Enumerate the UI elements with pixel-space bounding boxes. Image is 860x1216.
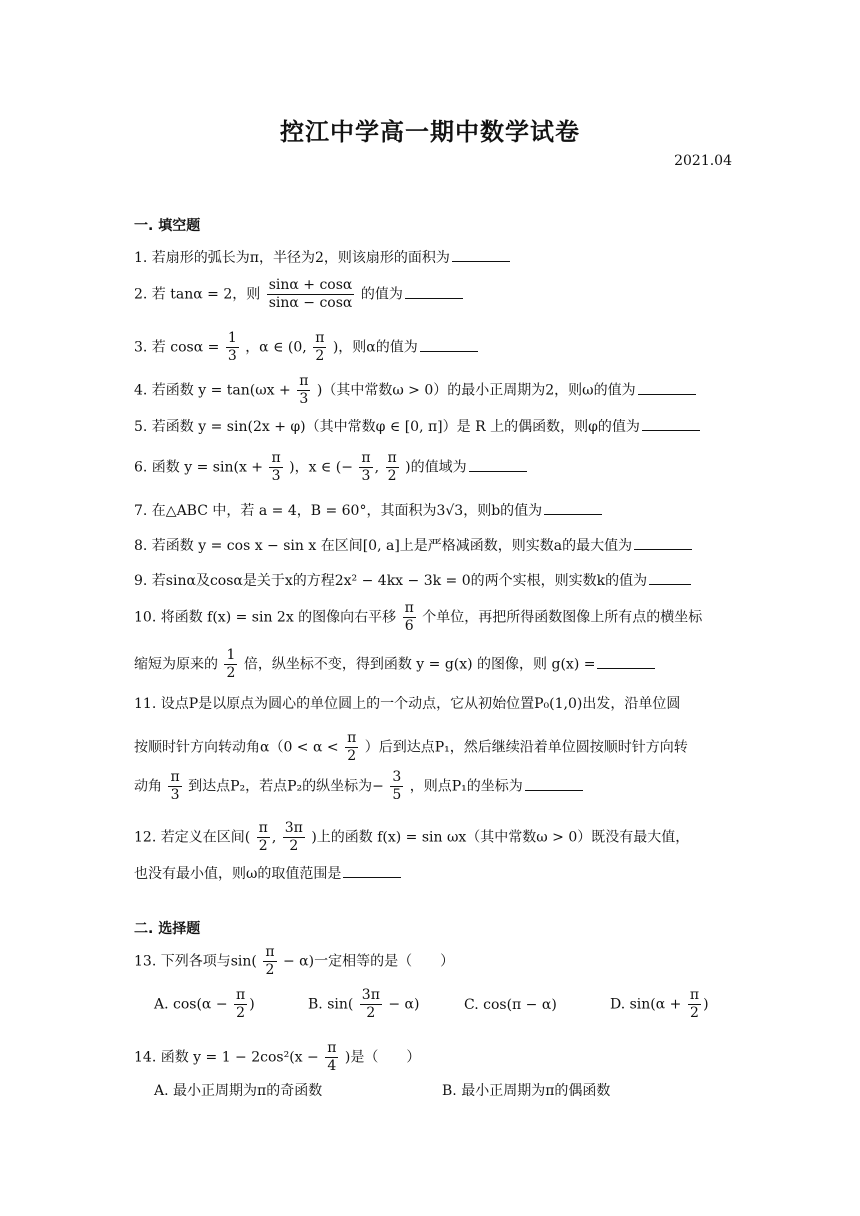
section-multiple-choice: 二. 选择题 [134, 921, 201, 937]
question-1: 1. 若扇形的弧长为π，半径为2，则该扇形的面积为 [134, 247, 510, 268]
answer-blank [420, 337, 478, 352]
answer-blank [642, 416, 700, 431]
fraction: $\frac{\pi}{2}$ [265, 944, 275, 978]
option-b[interactable]: B. 最小正周期为π的偶函数 [442, 1083, 611, 1099]
question-11: 11. 设点P是以原点为圆心的单位圆上的一个动点，它从初始位置P₀(1,0)出发，沿单位圆 [134, 696, 681, 712]
fraction: $\frac{\pi}{3}$ [361, 450, 371, 484]
answer-blank [405, 284, 463, 299]
fraction: $\frac{1}{3}$ [227, 330, 237, 364]
answer-blank [452, 247, 510, 262]
answer-blank [525, 776, 583, 791]
section-fill-in: 一. 填空题 [134, 218, 201, 234]
fraction: $\frac{\pi}{2}$ [315, 330, 325, 364]
question-12: 12. 若定义在区间( $\frac{\pi}{2}$ , $\frac{3\pi}{2}$ )上的函数 f(x) = sin ωx（其中常数ω > 0）既没有最大值， [134, 820, 690, 854]
question-7: 7. 在△ABC 中，若 a = 4，B = 60°，其面积为3√3，则b的值为 [134, 500, 602, 521]
answer-blank [597, 654, 655, 669]
fraction: $\frac{3}{5}$ [392, 769, 402, 803]
fraction: $\frac{\pi}{4}$ [327, 1040, 337, 1074]
option-d[interactable]: D. sin(α + $\frac{\pi}{2}$ ) [610, 987, 709, 1021]
question-3: 3. 若 cosα = $\frac{1}{3}$ ，α ∈ (0, $\frac{\pi}{2}$ )，则α的值为 [134, 330, 478, 365]
question-12-cont: 也没有最小值，则ω的取值范围是 [134, 863, 401, 884]
question-11-line3: 动角 $\frac{\pi}{3}$ 到达点P₂，若点P₂的纵坐标为− $\frac{3}{5}$ ，则点P₁的坐标为 [134, 769, 583, 804]
question-14: 14. 函数 y = 1 − 2cos²(x − $\frac{\pi}{4}$ )是（ ） [134, 1040, 421, 1074]
question-10-cont: 缩短为原来的 $\frac{1}{2}$ 倍，纵坐标不变，得到函数 y = g(x) 的图像，则 g(x) = [134, 647, 655, 682]
fraction: $\frac{\pi}{3}$ [271, 450, 281, 484]
option-a[interactable]: A. 最小正周期为π的奇函数 [154, 1083, 323, 1099]
fraction: $\frac{\pi}{3}$ [170, 769, 180, 803]
answer-blank [649, 570, 691, 585]
question-6: 6. 函数 y = sin(x + $\frac{\pi}{3}$ )，x ∈ (− $\frac{\pi}{3}$ , $\frac{\pi}{2}$ )的值域为 [134, 450, 527, 485]
fraction: $\frac{\pi}{2}$ [347, 730, 357, 764]
question-11-line2: 按顺时针方向转动角α（0 < α < $\frac{\pi}{2}$ ）后到达点P₁，然后继续沿着单位圆按顺时针方向转 [134, 730, 688, 764]
question-13: 13. 下列各项与sin( $\frac{\pi}{2}$ − α)一定相等的是（ ） [134, 944, 455, 978]
question-10: 10. 将函数 f(x) = sin 2x 的图像向右平移 $\frac{\pi}{6}$ 个单位，再把所得函数图像上所有点的横坐标 [134, 600, 703, 634]
question-4: 4. 若函数 y = tan(ωx + $\frac{\pi}{3}$ )（其中常数ω > 0）的最小正周期为2，则ω的值为 [134, 373, 696, 408]
question-2: 2. 若 tanα = 2，则 $\frac{\sin\alpha + \cos\alpha}{\sin\alpha - \cos\alpha}$ 的值为 [134, 277, 463, 312]
answer-blank [634, 535, 692, 550]
fraction: $\frac{\pi}{3}$ [299, 373, 309, 407]
question-13-options [154, 987, 714, 1027]
question-5: 5. 若函数 y = sin(2x + φ)（其中常数φ ∈ [0, π]）是 R 上的偶函数，则φ的值为 [134, 416, 700, 437]
page-title: 控江中学高一期中数学试卷 [280, 118, 580, 146]
answer-blank [638, 380, 696, 395]
fraction: $\frac{1}{2}$ [226, 647, 236, 681]
fraction: $\frac{\sin\alpha + \cos\alpha}{\sin\alpha - \cos\alpha}$ [268, 277, 353, 311]
fraction: $\frac{\pi}{2}$ [258, 820, 268, 854]
option-a[interactable]: A. cos(α − $\frac{\pi}{2}$ ) [154, 987, 255, 1021]
fraction: $\frac{\pi}{2}$ [387, 450, 397, 484]
question-8: 8. 若函数 y = cos x − sin x 在区间[0, a]上是严格减函数，则实数a的最大值为 [134, 535, 692, 556]
question-14-options [154, 1080, 714, 1100]
option-b[interactable]: B. sin( $\frac{3\pi}{2}$ − α) [308, 987, 420, 1021]
answer-blank [469, 457, 527, 472]
option-c[interactable]: C. cos(π − α) [464, 997, 557, 1013]
fraction: $\frac{\pi}{6}$ [404, 600, 414, 634]
exam-date: 2021.04 [674, 153, 732, 169]
answer-blank [544, 500, 602, 515]
answer-blank [343, 863, 401, 878]
fraction: $\frac{3\pi}{2}$ [284, 820, 303, 854]
question-9: 9. 若sinα及cosα是关于x的方程2x² − 4kx − 3k = 0的两个实根，则实数k的值为 [134, 570, 691, 591]
